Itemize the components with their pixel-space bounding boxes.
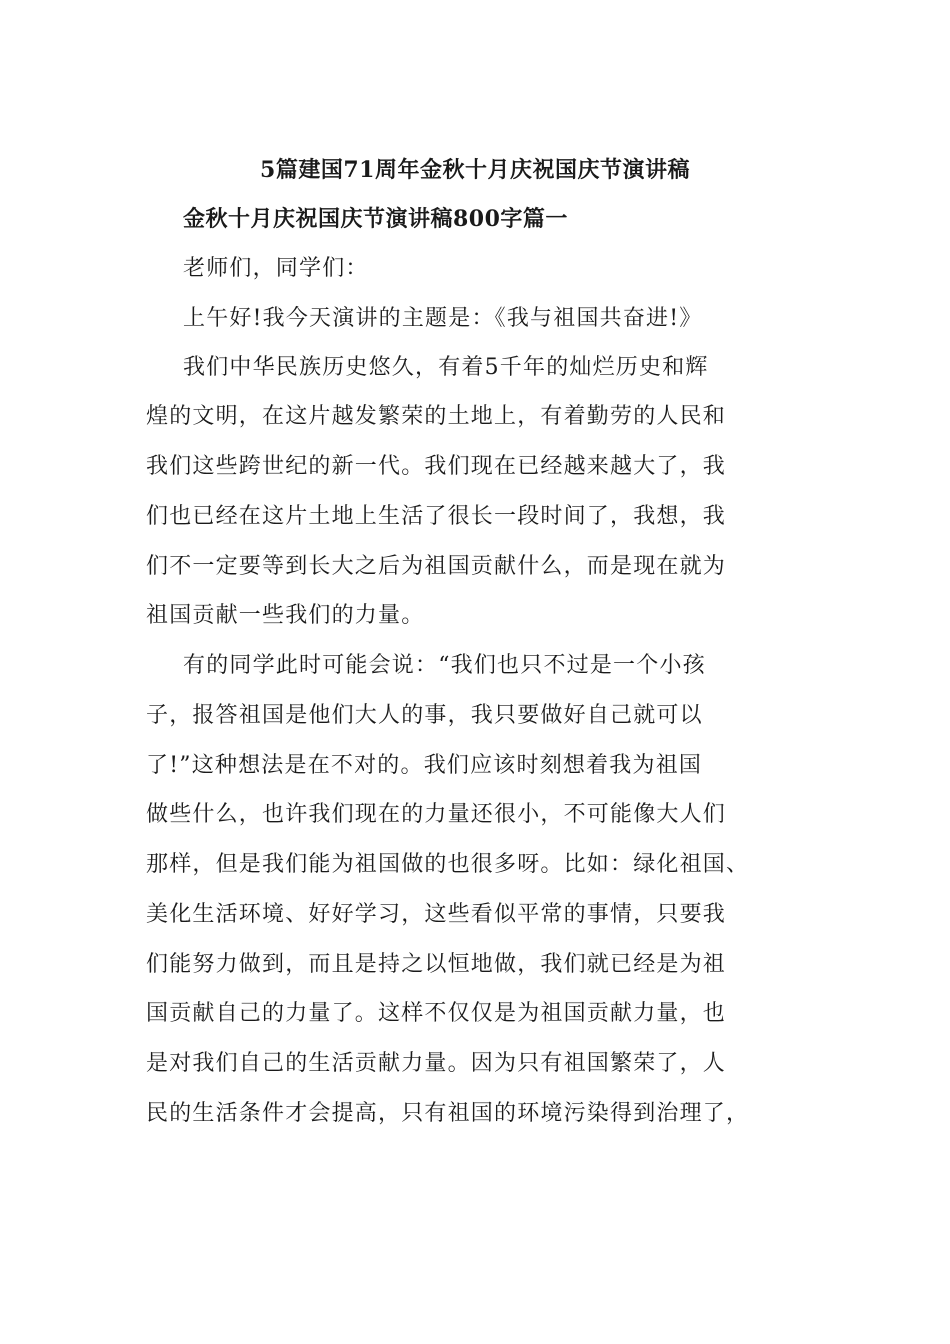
paragraph-2-line: 们能努力做到，而且是持之以恒地做，我们就已经是为祖 [146, 952, 727, 977]
paragraph-2-line: 了!”这种想法是在不对的。我们应该时刻想着我为祖国 [146, 753, 703, 778]
paragraph-2-line: 美化生活环境、好好学习，这些看似平常的事情，只要我 [146, 902, 727, 927]
paragraph-2-line: 国贡献自己的力量了。这样不仅仅是为祖国贡献力量，也 [146, 1001, 727, 1026]
opening-line: 上午好!我今天演讲的主题是：《我与祖国共奋进!》 [183, 306, 703, 331]
section-heading: 金秋十月庆祝国庆节演讲稿800字篇一 [183, 206, 568, 232]
paragraph-2-line: 民的生活条件才会提高，只有祖国的环境污染得到治理了， [146, 1101, 750, 1126]
document-title: 5篇建国71周年金秋十月庆祝国庆节演讲稿 [260, 157, 690, 183]
paragraph-2-line: 有的同学此时可能会说：“我们也只不过是一个小孩 [183, 653, 706, 678]
paragraph-2-line: 是对我们自己的生活贡献力量。因为只有祖国繁荣了，人 [146, 1051, 727, 1076]
paragraph-1-line: 煌的文明，在这片越发繁荣的土地上，有着勤劳的人民和 [146, 404, 727, 429]
paragraph-1-line: 我们这些跨世纪的新一代。我们现在已经越来越大了，我 [146, 454, 727, 479]
paragraph-1-line: 们不一定要等到长大之后为祖国贡献什么，而是现在就为 [146, 554, 727, 579]
paragraph-2-line: 子，报答祖国是他们大人的事，我只要做好自己就可以 [146, 703, 703, 728]
paragraph-1-line: 祖国贡献一些我们的力量。 [146, 603, 425, 628]
greeting-line: 老师们，同学们： [183, 256, 369, 281]
paragraph-2-line: 做些什么，也许我们现在的力量还很小，不可能像大人们 [146, 802, 727, 827]
paragraph-2-line: 那样，但是我们能为祖国做的也很多呀。比如：绿化祖国、 [146, 852, 750, 877]
paragraph-1-line: 们也已经在这片土地上生活了很长一段时间了，我想，我 [146, 504, 727, 529]
paragraph-1-line: 我们中华民族历史悠久，有着5千年的灿烂历史和辉 [183, 355, 709, 380]
